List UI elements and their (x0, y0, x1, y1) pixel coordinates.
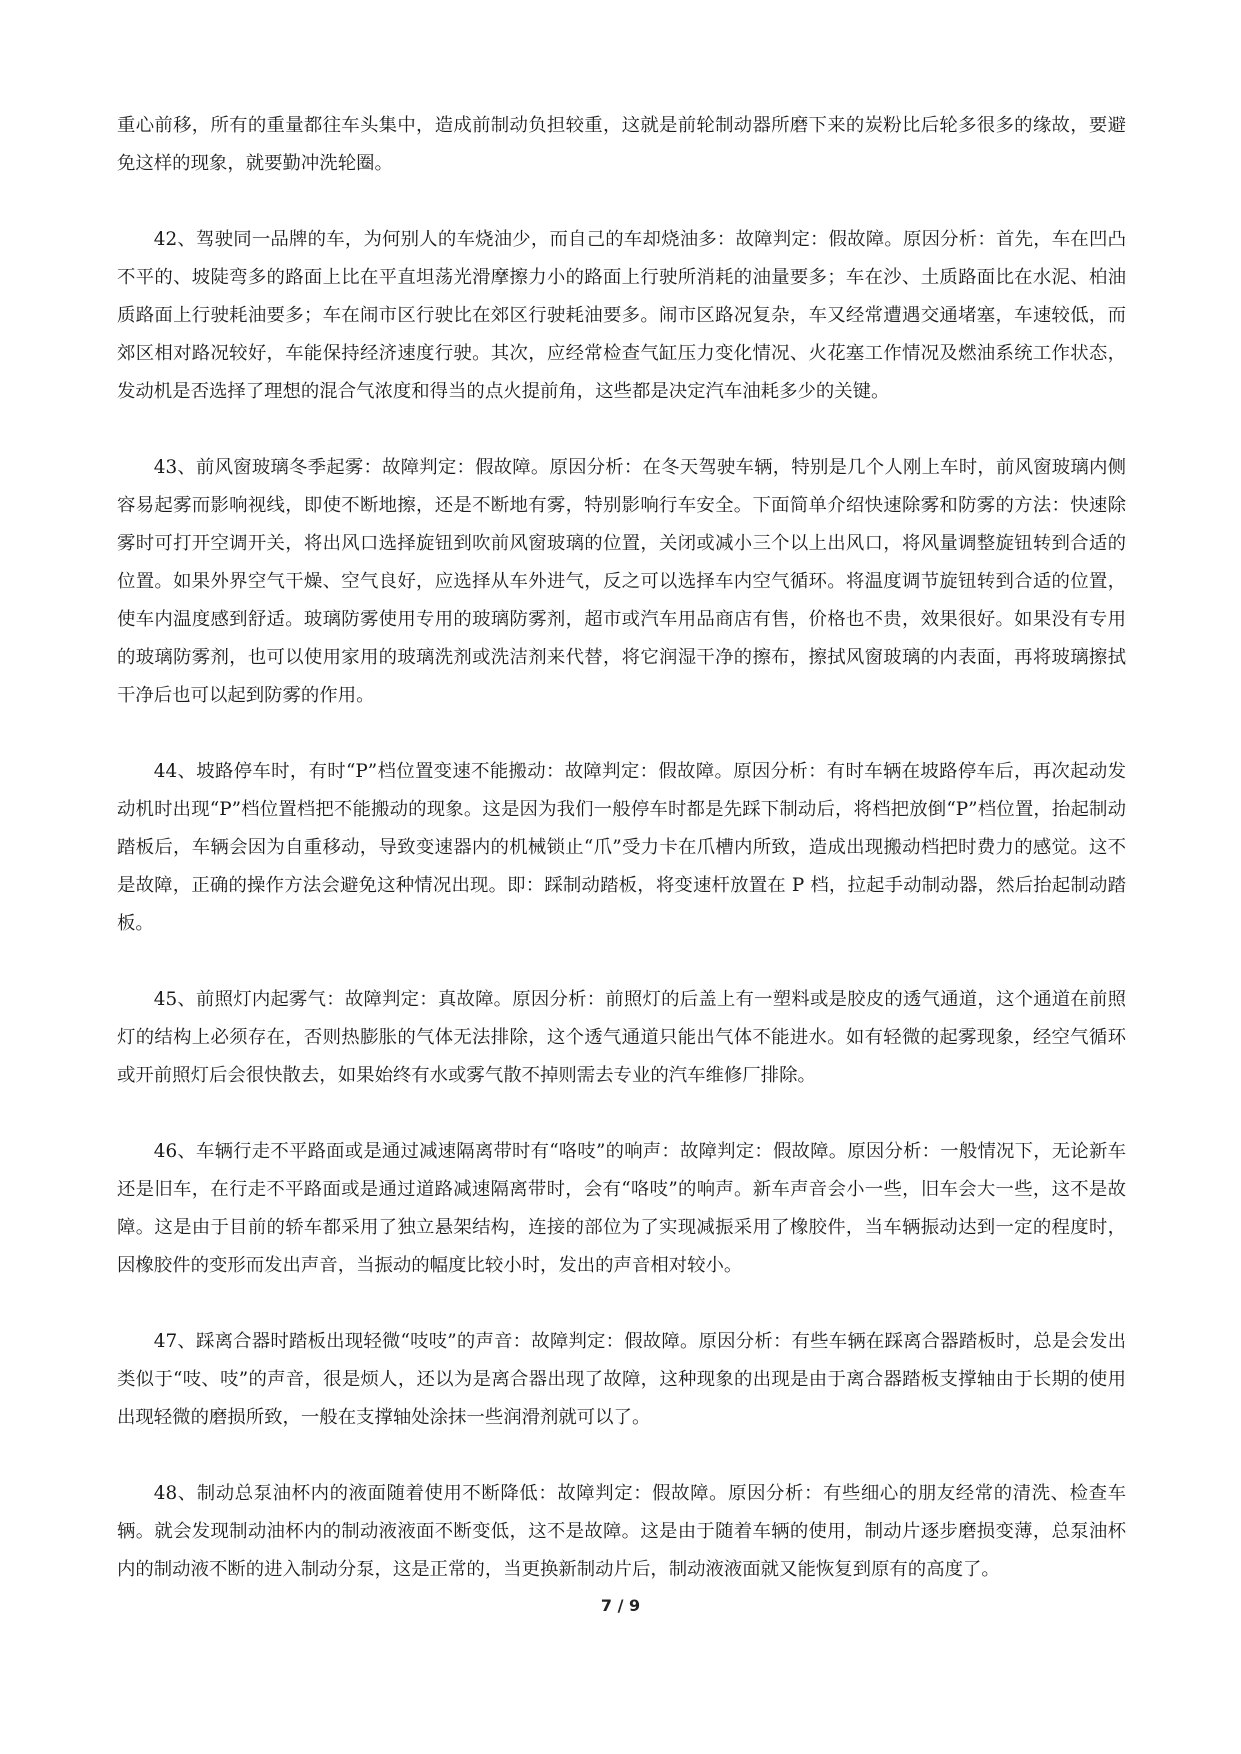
paragraph-item-46: 46、车辆行走不平路面或是通过减速隔离带时有“咯吱”的响声：故障判定：假故障。原因分析：一般情况下，无论新车还是旧车，在行走不平路面或是通过道路减速隔离带时，会有“咯吱”的响声。新车声音会小一些，旧车会大一些，这不是故障。这是由于目前的轿车都采用了独立悬架结构，连接的部位为了实现减振采用了橡胶件，当车辆振动达到一定的程度时，因橡胶件的变形而发出声音，当振动的幅度比较小时，发出的声音相对较小。 (117, 1141, 1126, 1276)
document-body (117, 107, 1126, 1627)
paragraph-item-42: 42、驾驶同一品牌的车，为何别人的车烧油少，而自己的车却烧油多：故障判定：假故障。原因分析：首先，车在凹凸不平的、坡陡弯多的路面上比在平直坦荡光滑摩擦力小的路面上行驶所消耗的油量要多；车在沙、土质路面比在水泥、柏油质路面上行驶耗油要多；车在闹市区行驶比在郊区行驶耗油要多。闹市区路况复杂，车又经常遭遇交通堵塞，车速较低，而郊区相对路况较好，车能保持经济速度行驶。其次，应经常检查气缸压力变化情况、火花塞工作情况及燃油系统工作状态，发动机是否选择了理想的混合气浓度和得当的点火提前角，这些都是决定汽车油耗多少的关键。 (117, 229, 1126, 402)
paragraph-item-47: 47、踩离合器时踏板出现轻微“吱吱”的声音：故障判定：假故障。原因分析：有些车辆在踩离合器踏板时，总是会发出类似于“吱、吱”的声音，很是烦人，还以为是离合器出现了故障，这种现象的出现是由于离合器踏板支撑轴由于长期的使用出现轻微的磨损所致，一般在支撑轴处涂抹一些润滑剂就可以了。 (117, 1331, 1126, 1428)
paragraph-item-43: 43、前风窗玻璃冬季起雾：故障判定：假故障。原因分析：在冬天驾驶车辆，特别是几个人刚上车时，前风窗玻璃内侧容易起雾而影响视线，即使不断地擦，还是不断地有雾，特别影响行车安全。下面简单介绍快速除雾和防雾的方法：快速除雾时可打开空调开关，将出风口选择旋钮到吹前风窗玻璃的位置，关闭或减小三个以上出风口，将风量调整旋钮转到合适的位置。如果外界空气干燥、空气良好，应选择从车外进气，反之可以选择车内空气循环。将温度调节旋钮转到合适的位置，使车内温度感到舒适。玻璃防雾使用专用的玻璃防雾剂，超市或汽车用品商店有售，价格也不贵，效果很好。如果没有专用的玻璃防雾剂，也可以使用家用的玻璃洗剂或洗洁剂来代替，将它润湿干净的擦布，擦拭风窗玻璃的内表面，再将玻璃擦拭干净后也可以起到防雾的作用。 (117, 457, 1126, 706)
paragraph-item-48: 48、制动总泵油杯内的液面随着使用不断降低：故障判定：假故障。原因分析：有些细心的朋友经常的清洗、检查车辆。就会发现制动油杯内的制动液液面不断变低，这不是故障。这是由于随着车辆的使用，制动片逐步磨损变薄，总泵油杯内的制动液不断的进入制动分泵，这是正常的，当更换新制动片后，制动液液面就又能恢复到原有的高度了。 (117, 1483, 1126, 1580)
paragraph-continuation: 重心前移，所有的重量都往车头集中，造成前制动负担较重，这就是前轮制动器所磨下来的炭粉比后轮多很多的缘故，要避免这样的现象，就要勤冲洗轮圈。 (117, 115, 1126, 174)
page-number: 7 / 9 (600, 1596, 641, 1615)
paragraph-item-44: 44、坡路停车时，有时“P”档位置变速不能搬动：故障判定：假故障。原因分析：有时车辆在坡路停车后，再次起动发动机时出现“P”档位置档把不能搬动的现象。这是因为我们一般停车时都是先踩下制动后，将档把放倒“P”档位置，抬起制动踏板后，车辆会因为自重移动，导致变速器内的机械锁止“爪”受力卡在爪槽内所致，造成出现搬动档把时费力的感觉。这不是故障，正确的操作方法会避免这种情况出现。即：踩制动踏板，将变速杆放置在 P 档，拉起手动制动器，然后抬起制动踏板。 (117, 761, 1126, 934)
paragraph-item-45: 45、前照灯内起雾气：故障判定：真故障。原因分析：前照灯的后盖上有一塑料或是胶皮的透气通道，这个通道在前照灯的结构上必须存在，否则热膨胀的气体无法排除，这个透气通道只能出气体不能进水。如有轻微的起雾现象，经空气循环或开前照灯后会很快散去，如果始终有水或雾气散不掉则需去专业的汽车维修厂排除。 (117, 989, 1126, 1086)
